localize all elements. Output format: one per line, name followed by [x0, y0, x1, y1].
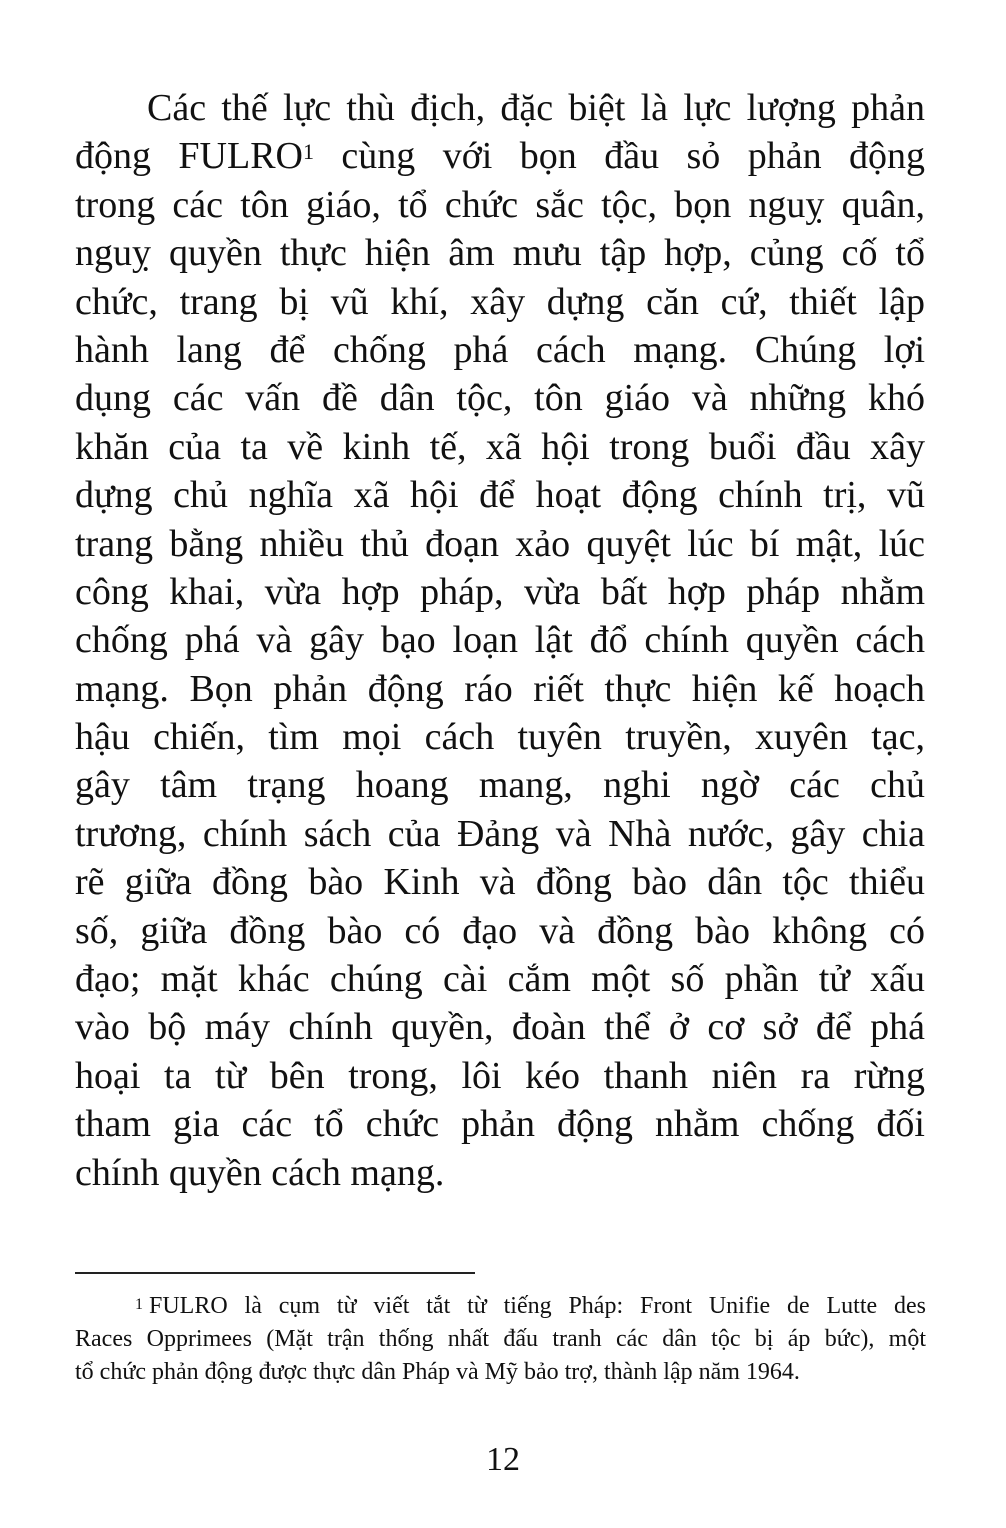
- text-line: hành lang để chống phá cách mạng. Chúng lợi: [75, 328, 925, 371]
- text-line: gây tâm trạng hoang mang, nghi ngờ các chủ: [75, 764, 925, 807]
- body-paragraph: [75, 84, 925, 1197]
- text-line: trương, chính sách của Đảng và Nhà nước, gây chia: [75, 812, 925, 855]
- text-line: nguỵ quyền thực hiện âm mưu tập hợp, củng cố tổ: [75, 232, 925, 275]
- text-line: Các thế lực thù địch, đặc biệt là lực lượng phản: [147, 87, 925, 129]
- footnote: [75, 1290, 926, 1389]
- text-segment: cùng với bọn đầu sỏ phản động: [341, 135, 925, 178]
- text-segment: động FULRO: [75, 135, 303, 178]
- footnote-line: [75, 1290, 926, 1323]
- text-line: trong các tôn giáo, tổ chức sắc tộc, bọn nguỵ quân,: [75, 183, 925, 226]
- text-line: dụng các vấn đề dân tộc, tôn giáo và những khó: [75, 377, 925, 420]
- text-line: chính quyền cách mạng.: [75, 1151, 445, 1194]
- text-line: chức, trang bị vũ khí, xây dựng căn cứ, thiết lập: [75, 280, 925, 323]
- text-line: hoại ta từ bên trong, lôi kéo thanh niên ra rừng: [75, 1054, 925, 1097]
- footnote-line: Races Opprimees (Mặt trận thống nhất đấu tranh các dân tộc bị áp bức), một: [75, 1326, 926, 1352]
- text-line: đạo; mặt khác chúng cài cắm một số phần tử xấu: [75, 958, 925, 1001]
- text-line: vào bộ máy chính quyền, đoàn thể ở cơ sở để phá: [75, 1006, 925, 1049]
- footnote-reference: 1: [303, 139, 314, 165]
- text-line: số, giữa đồng bào có đạo và đồng bào không có: [75, 909, 925, 952]
- text-line: chống phá và gây bạo loạn lật đổ chính quyền cách: [75, 619, 925, 662]
- text-line: rẽ giữa đồng bào Kinh và đồng bào dân tộc thiểu: [75, 861, 925, 904]
- text-line: tham gia các tổ chức phản động nhằm chống đối: [75, 1103, 925, 1146]
- text-line: trang bằng nhiều thủ đoạn xảo quyệt lúc bí mật, lúc: [75, 522, 925, 565]
- text-line: mạng. Bọn phản động ráo riết thực hiện kế hoạch: [75, 667, 925, 710]
- footnote-marker: 1: [135, 1296, 143, 1313]
- text-line: khăn của ta về kinh tế, xã hội trong buổi đầu xây: [75, 425, 925, 468]
- text-line: [75, 132, 925, 180]
- footnote-text: FULRO là cụm từ viết tắt từ tiếng Pháp: Front Unifie de Lutte des: [149, 1293, 926, 1319]
- text-line: công khai, vừa hợp pháp, vừa bất hợp pháp nhằm: [75, 570, 925, 613]
- footnote-line: tổ chức phản động được thực dân Pháp và Mỹ bảo trợ, thành lập năm 1964.: [75, 1359, 800, 1385]
- text-line: hậu chiến, tìm mọi cách tuyên truyền, xuyên tạc,: [75, 716, 925, 759]
- footnote-divider: [75, 1272, 475, 1274]
- text-line: dựng chủ nghĩa xã hội để hoạt động chính trị, vũ: [75, 474, 925, 517]
- page-number: 12: [486, 1441, 520, 1478]
